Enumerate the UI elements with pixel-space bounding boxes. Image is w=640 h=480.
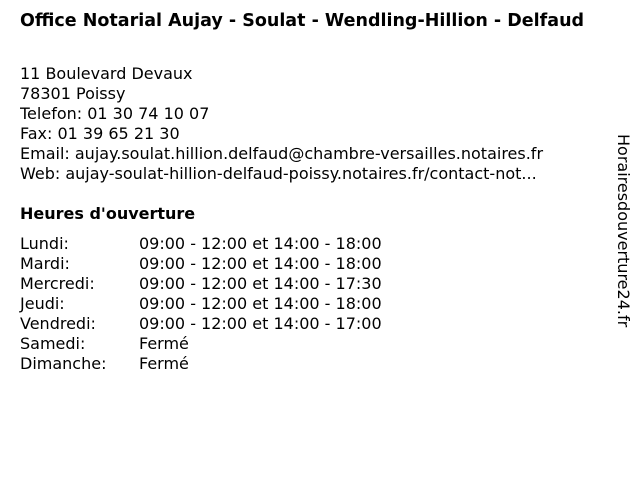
fax-number: Fax: 01 39 65 21 30 (20, 124, 180, 143)
day-hours: 09:00 - 12:00 et 14:00 - 18:00 (139, 234, 382, 253)
hours-row-monday (20, 234, 382, 254)
opening-hours-heading: Heures d'ouverture (20, 204, 196, 223)
day-label: Mercredi: (20, 274, 95, 293)
email-address: Email: aujay.soulat.hillion.delfaud@chambre-versailles.notaires.fr (20, 144, 544, 163)
hours-row-thursday (20, 294, 382, 314)
day-label: Dimanche: (20, 354, 107, 373)
day-hours: Fermé (139, 334, 189, 353)
day-label: Samedi: (20, 334, 86, 353)
hours-row-wednesday (20, 274, 382, 294)
day-hours: 09:00 - 12:00 et 14:00 - 17:00 (139, 314, 382, 333)
day-hours: 09:00 - 12:00 et 14:00 - 17:30 (139, 274, 382, 293)
hours-row-saturday (20, 334, 382, 354)
day-label: Vendredi: (20, 314, 96, 333)
hours-row-sunday (20, 354, 382, 374)
page-title: Office Notarial Aujay - Soulat - Wendling-Hillion - Delfaud (20, 11, 585, 31)
opening-hours-table (20, 234, 382, 374)
day-label: Mardi: (20, 254, 70, 273)
city-postcode: 78301 Poissy (20, 84, 126, 103)
day-hours: Fermé (139, 354, 189, 373)
day-label: Jeudi: (20, 294, 65, 313)
day-hours: 09:00 - 12:00 et 14:00 - 18:00 (139, 254, 382, 273)
phone-number: Telefon: 01 30 74 10 07 (20, 104, 210, 123)
day-hours: 09:00 - 12:00 et 14:00 - 18:00 (139, 294, 382, 313)
day-label: Lundi: (20, 234, 69, 253)
hours-row-friday (20, 314, 382, 334)
contact-block (20, 64, 610, 184)
website-link: Web: aujay-soulat-hillion-delfaud-poissy.notaires.fr/contact-not... (20, 164, 537, 183)
street-address: 11 Boulevard Devaux (20, 64, 193, 83)
hours-row-tuesday (20, 254, 382, 274)
site-watermark: Horairesdouverture24.fr (614, 134, 633, 328)
